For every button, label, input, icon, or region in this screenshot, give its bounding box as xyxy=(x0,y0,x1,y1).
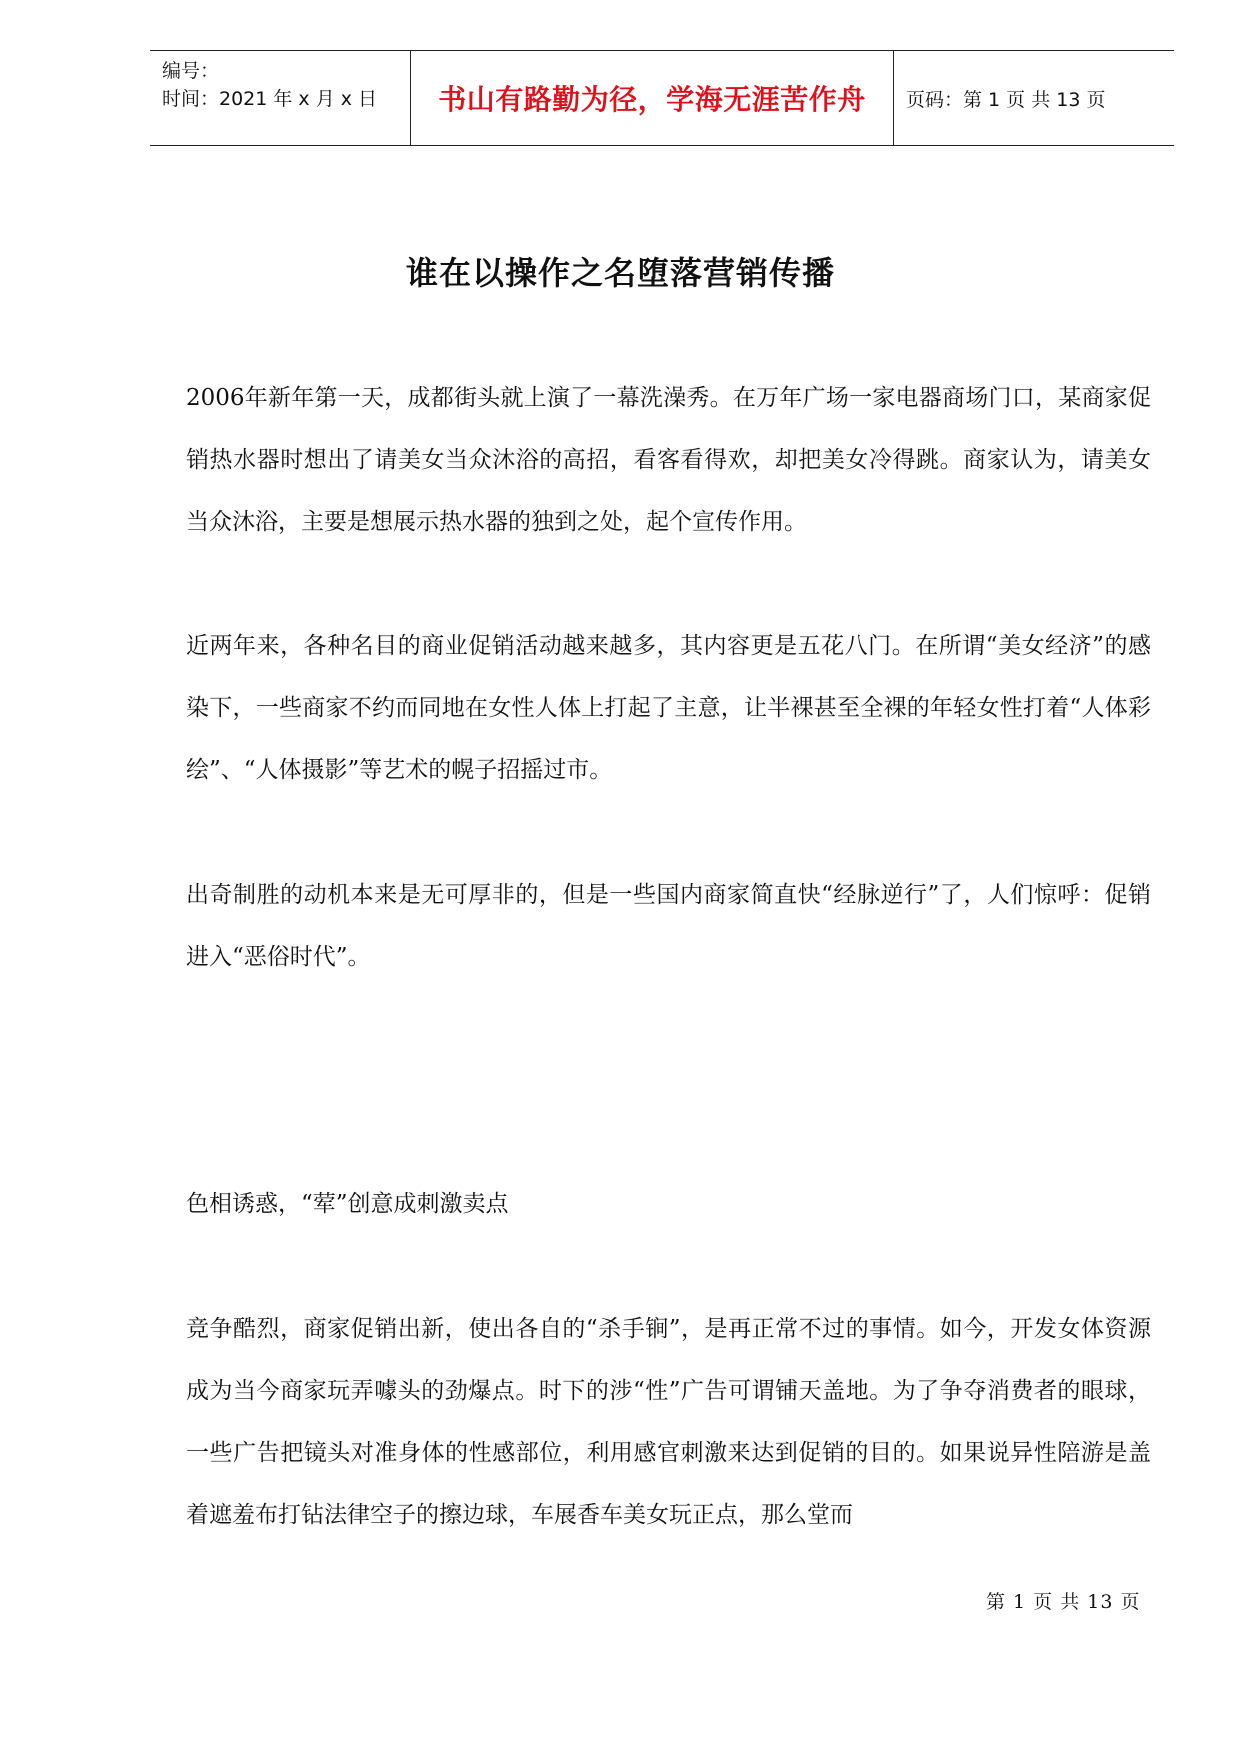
paragraph: 竞争酷烈，商家促销出新，使出各自的“杀手锏”，是再正常不过的事情。如今，开发女体资源成为当今商家玩弄噱头的劲爆点。时下的涉“性”广告可谓铺天盖地。为了争夺消费者的眼球，一些广告把镜头对准身体的性感部位，利用感官刺激来达到促销的目的。如果说异性陪游是盖着遮羞布打钻法律空子的擦边球，车展香车美女玩正点，那么堂而 xyxy=(186,1316,1151,1528)
motto-text: 书山有路勤为径，学海无涯苦作舟 xyxy=(438,83,866,116)
page-footer: 第 1 页 共 13 页 xyxy=(986,1591,1141,1613)
time-label: 时间：2021 年 x 月 x 日 xyxy=(162,88,378,110)
paragraph: 2006年新年第一天，成都街头就上演了一幕洗澡秀。在万年广场一家电器商场门口，某商家促销热水器时想出了请美女当众沐浴的高招，看客看得欢，却把美女冷得跳。商家认为，请美女当众沐浴，主要是想展示热水器的独到之处，起个宣传作用。 xyxy=(186,385,1151,535)
page-info-text: 页码：第 1 页 共 13 页 xyxy=(906,88,1106,111)
section-heading: 色相诱惑，“荤”创意成刺激卖点 xyxy=(186,1191,509,1217)
document-header xyxy=(150,50,1174,146)
paragraph: 出奇制胜的动机本来是无可厚非的，但是一些国内商家简直快“经脉逆行”了，人们惊呼：促销进入“恶俗时代”。 xyxy=(186,882,1151,970)
number-label: 编号： xyxy=(162,60,220,82)
header-page-info xyxy=(894,51,1174,145)
paragraph: 近两年来，各种名目的商业促销活动越来越多，其内容更是五花八门。在所谓“美女经济”的感染下，一些商家不约而同地在女性人体上打起了主意，让半裸甚至全裸的年轻女性打着“人体彩绘”、“人体摄影”等艺术的幌子招摇过市。 xyxy=(186,633,1151,783)
header-meta xyxy=(150,51,410,145)
header-motto-cell xyxy=(410,51,894,145)
document-title: 谁在以操作之名堕落营销传播 xyxy=(405,254,835,292)
